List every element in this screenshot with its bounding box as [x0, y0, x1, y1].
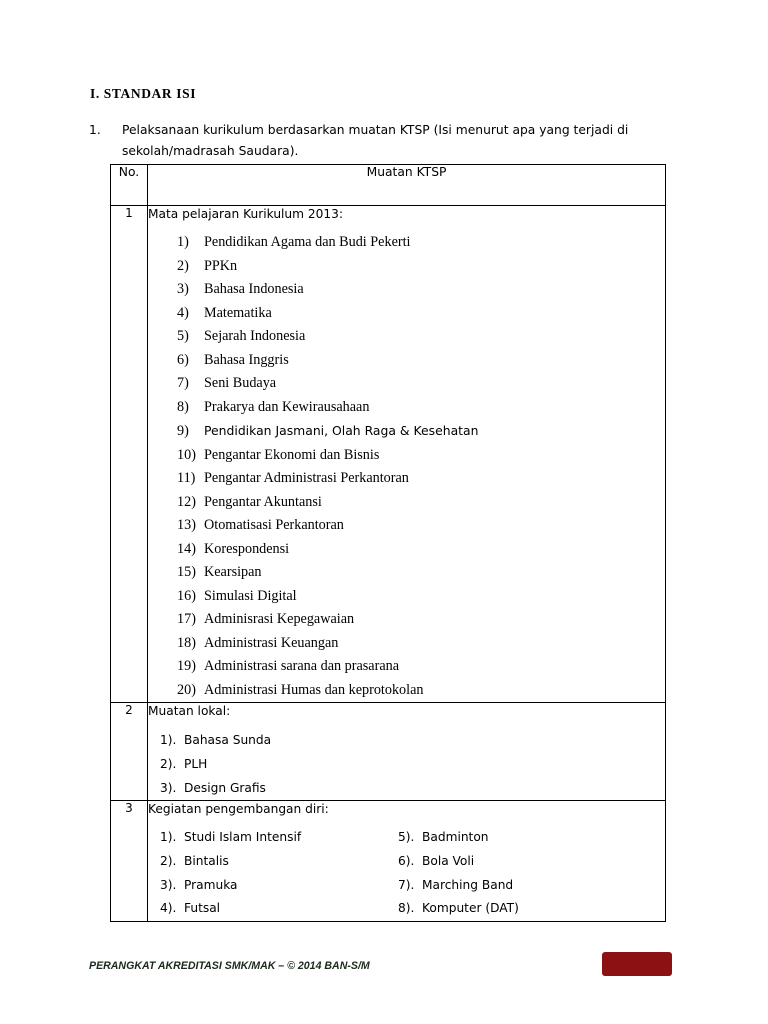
item-label: Bintalis: [184, 853, 229, 868]
item-label: Matematika: [204, 304, 272, 321]
item-label: Korespondensi: [204, 540, 290, 557]
ktsp-table: [110, 164, 666, 922]
list-item: [148, 608, 665, 632]
list-item: [148, 514, 665, 538]
table-row: [111, 206, 666, 703]
item-label: Administrasi Humas dan keprotokolan: [204, 681, 424, 698]
row-number: 3: [111, 801, 148, 922]
self-development-list-left: [160, 826, 398, 921]
list-item: [160, 826, 398, 850]
row-title: Mata pelajaran Kurikulum 2013:: [148, 207, 344, 221]
item-label: Bola Voli: [422, 853, 475, 868]
item-marker: 17): [177, 611, 196, 627]
item-label: Badminton: [422, 830, 489, 844]
list-item: [148, 302, 665, 326]
row-title: Muatan lokal:: [148, 704, 231, 718]
item-label: Administrasi Keuangan: [204, 634, 339, 651]
row-number: 2: [111, 703, 148, 801]
list-item: [160, 850, 398, 874]
item-label: Bahasa Sunda: [184, 733, 272, 747]
row-title: Kegiatan pengembangan diri:: [148, 802, 329, 816]
item-label: Otomatisasi Perkantoran: [204, 517, 344, 533]
table-row: [111, 801, 666, 922]
list-item: [148, 561, 665, 585]
list-item: [398, 826, 636, 850]
item-marker: 6).: [398, 853, 415, 868]
subject-list: [148, 231, 665, 702]
item-marker: 20): [177, 681, 196, 698]
item-marker: 5): [177, 328, 189, 344]
question-text: Pelaksanaan kurikulum berdasarkan muatan KTSP (Isi menurut apa yang terjadi di sekolah/madrasah Saudara).: [122, 123, 629, 158]
item-marker: 2).: [160, 853, 177, 868]
item-label: Seni Budaya: [204, 375, 277, 391]
item-marker: 4): [177, 304, 189, 321]
list-item: [148, 776, 665, 800]
list-item: [398, 850, 636, 874]
item-marker: 7).: [398, 877, 415, 892]
row-number: 1: [111, 206, 148, 703]
list-item: [148, 679, 665, 703]
item-marker: 11): [177, 470, 196, 486]
self-development-list-right: [398, 826, 636, 921]
item-marker: 8): [177, 398, 189, 415]
item-label: PLH: [184, 757, 208, 771]
item-marker: 3): [177, 281, 189, 297]
page-title: I. STANDAR ISI: [90, 86, 197, 101]
item-marker: 8).: [398, 901, 415, 916]
list-item: [148, 752, 665, 776]
footer-copyright: PERANGKAT AKREDITASI SMK/MAK – © 2014 BAN-S/M: [89, 960, 370, 972]
item-marker: 15): [177, 564, 196, 580]
item-label: Bahasa Indonesia: [204, 281, 304, 297]
row-content: [148, 703, 666, 801]
question-block: [89, 120, 669, 162]
list-item: [148, 538, 665, 562]
item-label: PPKn: [204, 257, 238, 274]
list-item: [148, 231, 665, 255]
item-marker: 10): [177, 446, 196, 463]
list-item: [148, 372, 665, 396]
list-item: [160, 874, 398, 898]
item-label: Studi Islam Intensif: [184, 830, 302, 844]
item-marker: 7): [177, 375, 189, 391]
item-label: Administrasi sarana dan prasarana: [204, 658, 400, 674]
row-content: [148, 801, 666, 922]
item-label: Marching Band: [422, 877, 514, 892]
item-label: Kearsipan: [204, 564, 262, 580]
item-label: Sejarah Indonesia: [204, 328, 306, 344]
table-header-row: [111, 165, 666, 206]
row-content: [148, 206, 666, 703]
list-item: [148, 444, 665, 468]
item-label: Pendidikan Agama dan Budi Pekerti: [204, 234, 411, 250]
item-marker: 19): [177, 658, 196, 674]
list-item: [148, 467, 665, 491]
footer-color-block: [602, 952, 672, 976]
item-marker: 13): [177, 517, 196, 533]
list-item: [148, 491, 665, 515]
item-label: Pengantar Administrasi Perkantoran: [204, 470, 409, 486]
list-item: [398, 874, 636, 898]
item-label: Pendidikan Jasmani, Olah Raga & Kesehatan: [204, 423, 479, 438]
item-label: Prakarya dan Kewirausahaan: [204, 398, 370, 415]
item-marker: 6): [177, 351, 189, 368]
self-development-grid: [148, 826, 665, 921]
item-marker: 14): [177, 540, 196, 557]
item-label: Adminisrasi Kepegawaian: [204, 611, 355, 627]
item-label: Bahasa Inggris: [204, 351, 289, 368]
item-marker: 2): [177, 257, 189, 274]
column-header-no: No.: [111, 165, 148, 206]
list-item: [148, 728, 665, 752]
item-label: Simulasi Digital: [204, 587, 297, 604]
item-label: Futsal: [184, 901, 221, 916]
list-item: [148, 278, 665, 302]
item-marker: 16): [177, 587, 196, 604]
question-number: 1.: [89, 123, 101, 137]
item-label: Pengantar Ekonomi dan Bisnis: [204, 446, 380, 463]
item-label: Design Grafis: [184, 781, 266, 795]
column-header-muatan: Muatan KTSP: [148, 165, 666, 206]
item-label: Pramuka: [184, 877, 238, 892]
list-item: [148, 419, 665, 444]
item-marker: 12): [177, 493, 196, 510]
item-marker: 3).: [160, 781, 177, 795]
list-item: [148, 396, 665, 420]
list-item: [148, 655, 665, 679]
item-marker: 4).: [160, 901, 177, 916]
item-marker: 1): [177, 234, 189, 250]
item-label: Komputer (DAT): [422, 901, 519, 916]
item-marker: 3).: [160, 877, 177, 892]
item-marker: 1).: [160, 830, 177, 844]
list-item: [398, 897, 636, 921]
item-marker: 1).: [160, 733, 177, 747]
list-item: [148, 585, 665, 609]
item-marker: 9): [177, 423, 189, 439]
list-item: [148, 255, 665, 279]
item-marker: 18): [177, 634, 196, 651]
list-item: [160, 897, 398, 921]
list-item: [148, 325, 665, 349]
local-content-list: [148, 728, 665, 800]
item-label: Pengantar Akuntansi: [204, 493, 322, 510]
item-marker: 5).: [398, 830, 415, 844]
table-row: [111, 703, 666, 801]
list-item: [148, 632, 665, 656]
list-item: [148, 349, 665, 373]
item-marker: 2).: [160, 757, 177, 771]
